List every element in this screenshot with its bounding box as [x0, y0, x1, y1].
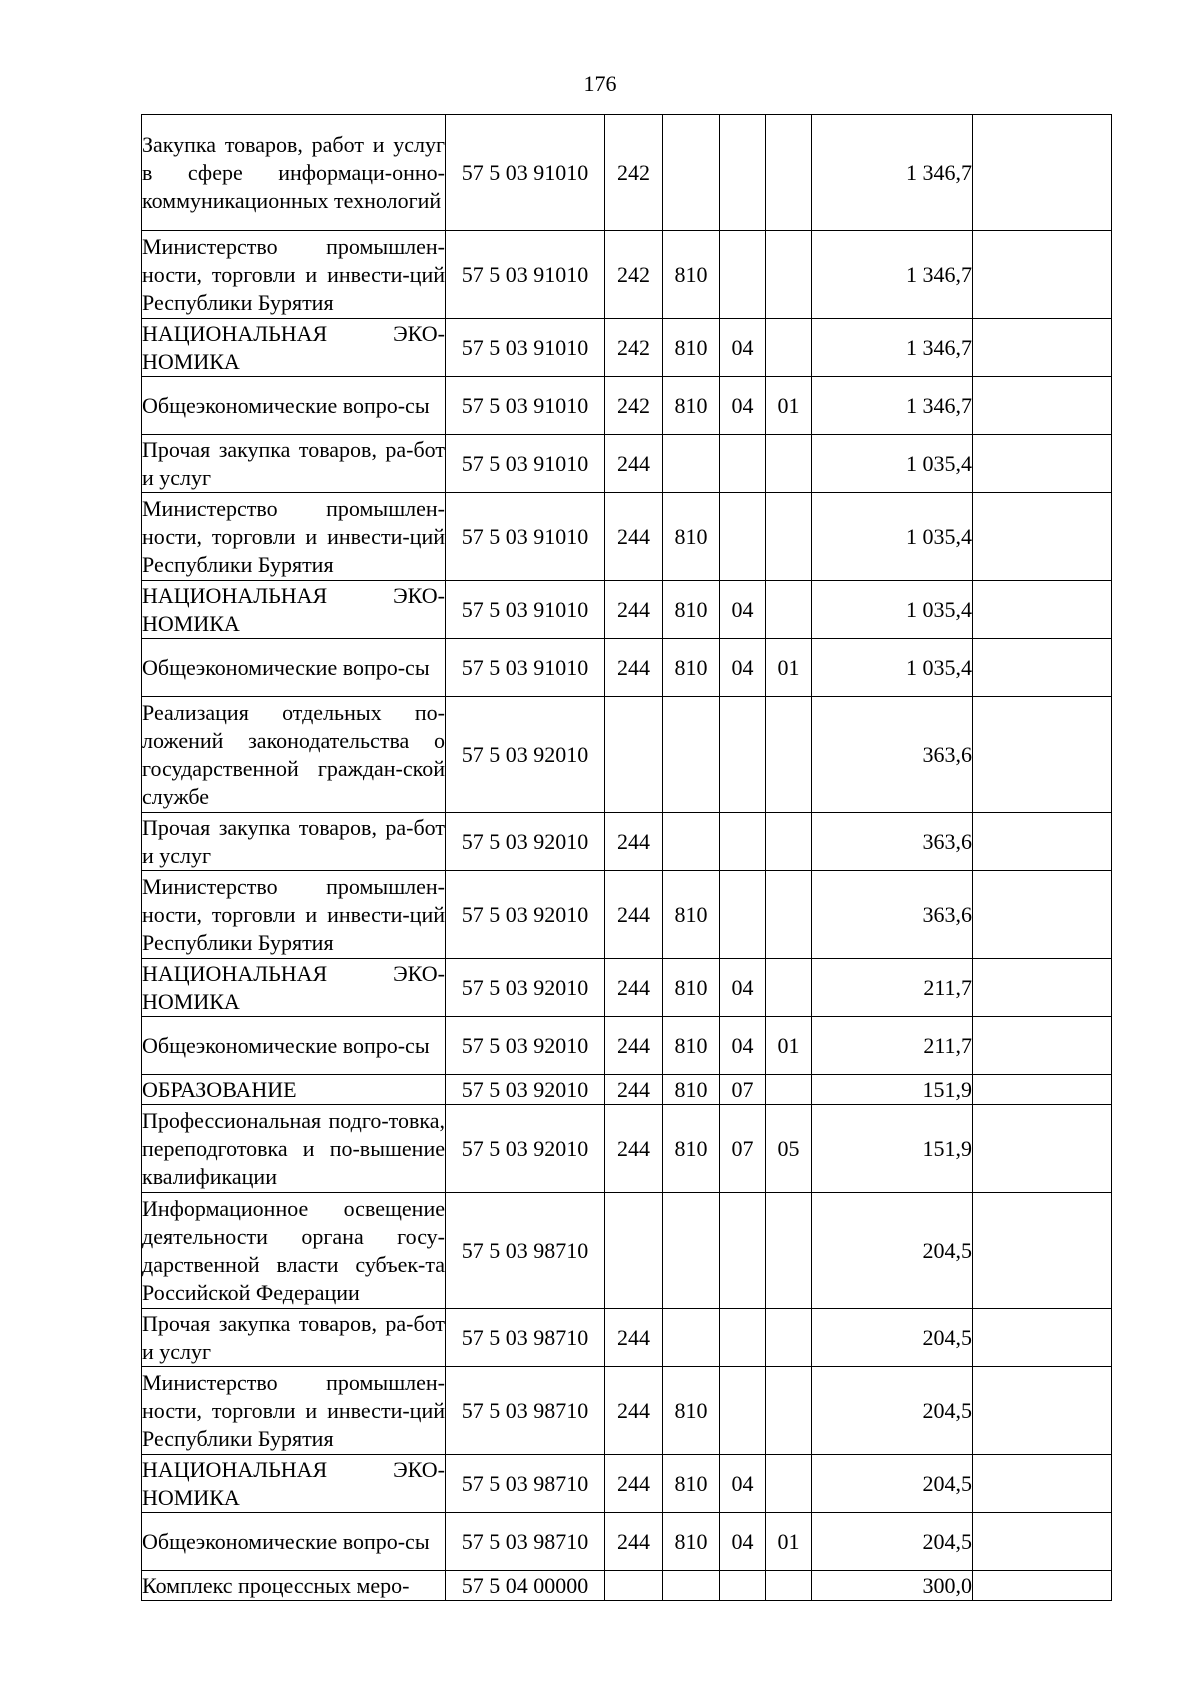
- row-section: [720, 231, 766, 319]
- row-section: [720, 697, 766, 813]
- row-amount: 363,6: [812, 697, 973, 813]
- row-target-code: 57 5 03 91010: [446, 115, 605, 231]
- row-subsection: [766, 697, 812, 813]
- row-name: Профессиональная подго-товка, переподготовка и по-вышение квалификации: [142, 1105, 446, 1193]
- table-row: [142, 697, 1112, 813]
- row-amount: 1 035,4: [812, 581, 973, 639]
- row-name: Министерство промышлен-ности, торговли и инвести-ций Республики Бурятия: [142, 231, 446, 319]
- row-target-code: 57 5 03 91010: [446, 493, 605, 581]
- row-target-code: 57 5 03 98710: [446, 1513, 605, 1571]
- table-row: [142, 1105, 1112, 1193]
- row-empty-cell: [973, 493, 1112, 581]
- row-empty-cell: [973, 1075, 1112, 1105]
- table-row: [142, 581, 1112, 639]
- row-target-code: 57 5 03 91010: [446, 639, 605, 697]
- row-empty-cell: [973, 697, 1112, 813]
- row-name: Министерство промышлен-ности, торговли и инвести-ций Республики Бурятия: [142, 871, 446, 959]
- row-name: Министерство промышлен-ности, торговли и инвести-ций Республики Бурятия: [142, 493, 446, 581]
- table-row: [142, 1075, 1112, 1105]
- row-name: Общеэкономические вопро-сы: [142, 1513, 446, 1571]
- row-amount: 211,7: [812, 959, 973, 1017]
- row-expense-type: 242: [605, 377, 663, 435]
- table-row: [142, 639, 1112, 697]
- row-section: 04: [720, 639, 766, 697]
- row-expense-type: 244: [605, 1105, 663, 1193]
- row-empty-cell: [973, 115, 1112, 231]
- row-administrator-code: 810: [663, 959, 720, 1017]
- row-amount: 204,5: [812, 1513, 973, 1571]
- row-empty-cell: [973, 1455, 1112, 1513]
- row-section: [720, 1193, 766, 1309]
- row-expense-type: [605, 1571, 663, 1601]
- row-administrator-code: [663, 1571, 720, 1601]
- row-amount: 151,9: [812, 1105, 973, 1193]
- row-subsection: [766, 319, 812, 377]
- table-row: [142, 1455, 1112, 1513]
- row-empty-cell: [973, 1309, 1112, 1367]
- row-subsection: [766, 871, 812, 959]
- row-amount: 211,7: [812, 1017, 973, 1075]
- row-empty-cell: [973, 377, 1112, 435]
- row-name: Информационное освещение деятельности органа госу-дарственной власти субъек-та Российской Федерации: [142, 1193, 446, 1309]
- table-row: [142, 813, 1112, 871]
- row-target-code: 57 5 03 92010: [446, 1075, 605, 1105]
- row-target-code: 57 5 03 92010: [446, 959, 605, 1017]
- table-row: [142, 1513, 1112, 1571]
- row-empty-cell: [973, 1513, 1112, 1571]
- row-amount: 204,5: [812, 1193, 973, 1309]
- row-expense-type: 244: [605, 1513, 663, 1571]
- row-empty-cell: [973, 1367, 1112, 1455]
- row-amount: 363,6: [812, 871, 973, 959]
- row-section: [720, 1309, 766, 1367]
- row-target-code: 57 5 03 98710: [446, 1309, 605, 1367]
- row-section: [720, 813, 766, 871]
- row-subsection: [766, 1193, 812, 1309]
- row-section: [720, 1367, 766, 1455]
- table-row: [142, 1193, 1112, 1309]
- row-expense-type: 244: [605, 581, 663, 639]
- row-empty-cell: [973, 959, 1112, 1017]
- row-target-code: 57 5 03 91010: [446, 231, 605, 319]
- row-administrator-code: [663, 115, 720, 231]
- row-expense-type: 244: [605, 435, 663, 493]
- row-amount: 1 035,4: [812, 435, 973, 493]
- row-expense-type: 244: [605, 1455, 663, 1513]
- row-subsection: 01: [766, 639, 812, 697]
- row-section: [720, 115, 766, 231]
- row-amount: 1 346,7: [812, 115, 973, 231]
- row-expense-type: 244: [605, 493, 663, 581]
- row-section: 04: [720, 1017, 766, 1075]
- row-administrator-code: 810: [663, 1105, 720, 1193]
- row-empty-cell: [973, 813, 1112, 871]
- row-expense-type: 242: [605, 115, 663, 231]
- row-expense-type: [605, 697, 663, 813]
- row-name: Прочая закупка товаров, ра-бот и услуг: [142, 435, 446, 493]
- row-empty-cell: [973, 319, 1112, 377]
- row-empty-cell: [973, 1105, 1112, 1193]
- row-name: Министерство промышлен-ности, торговли и инвести-ций Республики Бурятия: [142, 1367, 446, 1455]
- table-row: [142, 871, 1112, 959]
- table-row: [142, 1367, 1112, 1455]
- table-row: [142, 115, 1112, 231]
- row-administrator-code: 810: [663, 493, 720, 581]
- row-empty-cell: [973, 1193, 1112, 1309]
- row-administrator-code: [663, 435, 720, 493]
- row-target-code: 57 5 03 91010: [446, 581, 605, 639]
- row-expense-type: 244: [605, 1309, 663, 1367]
- row-section: 04: [720, 319, 766, 377]
- row-subsection: [766, 1309, 812, 1367]
- row-target-code: 57 5 03 98710: [446, 1193, 605, 1309]
- row-section: 04: [720, 377, 766, 435]
- row-administrator-code: 810: [663, 1455, 720, 1513]
- row-section: 07: [720, 1105, 766, 1193]
- row-section: 04: [720, 1513, 766, 1571]
- row-section: [720, 1571, 766, 1601]
- row-name: Закупка товаров, работ и услуг в сфере информаци-онно-коммуникационных технологий: [142, 115, 446, 231]
- row-amount: 204,5: [812, 1455, 973, 1513]
- table-row: [142, 1309, 1112, 1367]
- row-administrator-code: 810: [663, 871, 720, 959]
- row-expense-type: 244: [605, 1017, 663, 1075]
- row-empty-cell: [973, 435, 1112, 493]
- row-administrator-code: 810: [663, 639, 720, 697]
- row-subsection: [766, 1571, 812, 1601]
- row-administrator-code: 810: [663, 319, 720, 377]
- row-name: Реализация отдельных по-ложений законодательства о государственной граждан-ской службе: [142, 697, 446, 813]
- row-section: 04: [720, 959, 766, 1017]
- row-target-code: 57 5 03 92010: [446, 813, 605, 871]
- row-subsection: [766, 115, 812, 231]
- row-administrator-code: 810: [663, 1075, 720, 1105]
- row-subsection: [766, 435, 812, 493]
- row-amount: 1 346,7: [812, 231, 973, 319]
- table-row: [142, 493, 1112, 581]
- row-amount: 363,6: [812, 813, 973, 871]
- table-row: [142, 319, 1112, 377]
- row-subsection: [766, 813, 812, 871]
- row-subsection: 01: [766, 1017, 812, 1075]
- row-subsection: [766, 959, 812, 1017]
- row-administrator-code: [663, 1193, 720, 1309]
- row-administrator-code: 810: [663, 1367, 720, 1455]
- row-expense-type: 244: [605, 639, 663, 697]
- row-amount: 1 035,4: [812, 639, 973, 697]
- row-target-code: 57 5 03 92010: [446, 1105, 605, 1193]
- row-subsection: [766, 1455, 812, 1513]
- budget-table: [141, 114, 1112, 1601]
- row-empty-cell: [973, 1571, 1112, 1601]
- row-subsection: [766, 581, 812, 639]
- row-empty-cell: [973, 871, 1112, 959]
- row-administrator-code: 810: [663, 1017, 720, 1075]
- row-section: 07: [720, 1075, 766, 1105]
- row-name: Общеэкономические вопро-сы: [142, 639, 446, 697]
- row-expense-type: 242: [605, 231, 663, 319]
- table-row: [142, 959, 1112, 1017]
- row-administrator-code: [663, 697, 720, 813]
- row-target-code: 57 5 03 92010: [446, 871, 605, 959]
- row-expense-type: 244: [605, 813, 663, 871]
- row-name: НАЦИОНАЛЬНАЯ ЭКО-НОМИКА: [142, 319, 446, 377]
- row-target-code: 57 5 03 91010: [446, 377, 605, 435]
- row-amount: 1 035,4: [812, 493, 973, 581]
- row-name: НАЦИОНАЛЬНАЯ ЭКО-НОМИКА: [142, 581, 446, 639]
- row-administrator-code: [663, 813, 720, 871]
- row-administrator-code: 810: [663, 377, 720, 435]
- table-row: [142, 1571, 1112, 1601]
- row-name: Прочая закупка товаров, ра-бот и услуг: [142, 813, 446, 871]
- row-empty-cell: [973, 581, 1112, 639]
- row-name: Общеэкономические вопро-сы: [142, 1017, 446, 1075]
- row-name: НАЦИОНАЛЬНАЯ ЭКО-НОМИКА: [142, 959, 446, 1017]
- row-target-code: 57 5 03 98710: [446, 1455, 605, 1513]
- row-empty-cell: [973, 231, 1112, 319]
- budget-table-body: [142, 115, 1112, 1601]
- row-subsection: 05: [766, 1105, 812, 1193]
- row-administrator-code: 810: [663, 231, 720, 319]
- row-expense-type: [605, 1193, 663, 1309]
- row-amount: 204,5: [812, 1309, 973, 1367]
- row-name: Комплекс процессных меро-: [142, 1571, 446, 1601]
- row-empty-cell: [973, 639, 1112, 697]
- row-subsection: [766, 231, 812, 319]
- row-section: [720, 493, 766, 581]
- row-section: 04: [720, 1455, 766, 1513]
- row-subsection: [766, 1075, 812, 1105]
- row-amount: 1 346,7: [812, 377, 973, 435]
- row-expense-type: 244: [605, 871, 663, 959]
- row-subsection: 01: [766, 377, 812, 435]
- table-row: [142, 1017, 1112, 1075]
- row-target-code: 57 5 03 92010: [446, 1017, 605, 1075]
- row-amount: 204,5: [812, 1367, 973, 1455]
- row-target-code: 57 5 03 91010: [446, 435, 605, 493]
- table-row: [142, 231, 1112, 319]
- row-expense-type: 242: [605, 319, 663, 377]
- row-expense-type: 244: [605, 1075, 663, 1105]
- row-empty-cell: [973, 1017, 1112, 1075]
- page-number: 176: [583, 71, 617, 96]
- row-target-code: 57 5 03 92010: [446, 697, 605, 813]
- row-expense-type: 244: [605, 959, 663, 1017]
- row-name: ОБРАЗОВАНИЕ: [142, 1075, 446, 1105]
- row-administrator-code: 810: [663, 1513, 720, 1571]
- row-subsection: [766, 1367, 812, 1455]
- row-amount: 1 346,7: [812, 319, 973, 377]
- row-target-code: 57 5 03 91010: [446, 319, 605, 377]
- row-name: Общеэкономические вопро-сы: [142, 377, 446, 435]
- row-section: 04: [720, 581, 766, 639]
- row-administrator-code: 810: [663, 581, 720, 639]
- row-name: НАЦИОНАЛЬНАЯ ЭКО-НОМИКА: [142, 1455, 446, 1513]
- row-subsection: 01: [766, 1513, 812, 1571]
- row-amount: 300,0: [812, 1571, 973, 1601]
- table-row: [142, 435, 1112, 493]
- row-target-code: 57 5 03 98710: [446, 1367, 605, 1455]
- row-administrator-code: [663, 1309, 720, 1367]
- table-row: [142, 377, 1112, 435]
- row-target-code: 57 5 04 00000: [446, 1571, 605, 1601]
- row-subsection: [766, 493, 812, 581]
- row-section: [720, 871, 766, 959]
- row-name: Прочая закупка товаров, ра-бот и услуг: [142, 1309, 446, 1367]
- row-expense-type: 244: [605, 1367, 663, 1455]
- row-amount: 151,9: [812, 1075, 973, 1105]
- row-section: [720, 435, 766, 493]
